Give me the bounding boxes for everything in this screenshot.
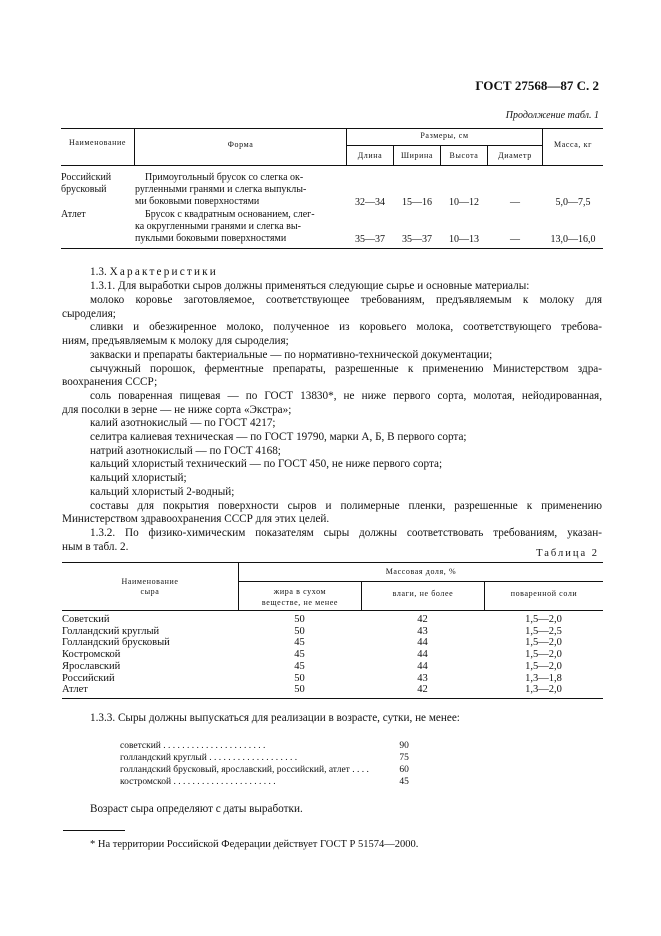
footnote: * На территории Российской Федерации действует ГОСТ Р 51574—2000. [90, 839, 419, 850]
table1-header-dimensions: Размеры, см [420, 131, 469, 140]
table2-top-rule [62, 562, 603, 563]
table1-cell: — [510, 234, 520, 245]
table1-row-name: Атлет [61, 209, 86, 220]
table-row: Голландский брусковый 45 44 1,5—2,0 [62, 637, 562, 649]
table1-header-mass: Масса, кг [554, 140, 592, 149]
page-header: ГОСТ 27568—87 С. 2 [475, 78, 599, 93]
paragraph-1-3-1: 1.3.1. Для выработки сыров должны применяться следующие сырье и основные материалы: [90, 280, 530, 292]
table1-cell: 35—37 [402, 234, 432, 245]
table1-top-rule [61, 128, 603, 129]
table2-header-name: Наименование сыра [121, 577, 179, 596]
list-item: костромской . . . . . . . . . . . . . . . . . . . . . . 45 [120, 777, 409, 787]
table1-cell: 10—13 [449, 234, 479, 245]
table1-row-form: Брусок с квадратным основанием, слег- ка округленными гранями и слегка вы- пуклыми боковыми поверхностями [135, 209, 315, 244]
table1-cell: 32—34 [355, 197, 385, 208]
table2-caption: Таблица 2 [536, 548, 599, 559]
materials-list: молоко коровье заготовляемое, соответствующее требованиям, предъявляемым к молоку для сыроделия; сливки и обезжиренное молоко, полученное из коровьего молока, соответствующего требова- ниям, предъявляемым к молоку для сыроделия; закваски и препараты бактериальные — по нормативно-технической документации; сычужный порошок, ферментные препараты, разрешенные к применению Министерством здра- воохранения СССР; соль поваренная пищевая — по ГОСТ 13830*, не ниже первого сорта, молотая, нейодированная, для посолки в зерне — не ниже сорта «Экстра»; калий азотнокислый — по ГОСТ 4217; селитра калиевая техническая — по ГОСТ 19790, марки А, Б, В первого сорта; натрий азотнокислый — по ГОСТ 4168; кальций хлористый технический — по ГОСТ 450, не ниже первого сорта; кальций хлористый; кальций хлористый 2-водный; составы для покрытия поверхности сыров и полимерные пленки, разрешенные к применению Министерством здравоохранения СССР для этих целей. 1.3.2. По физико-химическим показателям сыры должны соответствовать требованиям, указан- ным в табл. 2. [62, 294, 602, 553]
table2-header-moisture: влаги, не более [392, 589, 454, 598]
table1-cell: 15—16 [402, 197, 432, 208]
table2-subheader-rule [238, 581, 603, 582]
table1-header-length: Длина [357, 151, 383, 160]
table1-header-name: Наименование [68, 138, 127, 147]
table1-header-form: Форма [227, 140, 254, 149]
list-item: советский . . . . . . . . . . . . . . . . . . . . . . 90 [120, 741, 409, 751]
table-row: Ярославский 45 44 1,5—2,0 [62, 660, 562, 672]
table1-row-form: Примоугольный брусок со слегка ок- ругленными гранями и слегка выпуклы- ми боковыми поверхностями [135, 172, 307, 207]
table-row: Костромской 45 44 1,5—2,0 [62, 649, 562, 661]
footnote-rule [63, 830, 125, 831]
table1-header-diameter: Диаметр [498, 151, 532, 160]
table2-header-fat: жира в сухом веществе, не менее [261, 587, 339, 607]
table1-header-width: Ширина [400, 151, 434, 160]
table2-body [62, 614, 603, 696]
table2-header-salt: поваренной соли [510, 589, 578, 598]
list-item: голландский брусковый, ярославский, российский, атлет . . . . 60 [120, 765, 409, 775]
table-row: Голландский круглый 50 43 1,5—2,5 [62, 625, 562, 637]
table1-row-name: Российский брусковый [61, 172, 112, 195]
table1-cell: 5,0—7,5 [555, 197, 591, 208]
table-continuation-label: Продолжение табл. 1 [505, 110, 599, 121]
paragraph-1-3-3: 1.3.3. Сыры должны выпускаться для реализации в возрасте, сутки, не менее: [90, 712, 460, 724]
table1-cell: 13,0—16,0 [550, 234, 596, 245]
table1-cell: — [510, 197, 520, 208]
table-row: Российский 50 43 1,3—1,8 [62, 672, 562, 684]
table1-bottom-rule [61, 248, 603, 249]
table2-bottom-rule [62, 698, 603, 699]
table1-cell: 35—37 [355, 234, 385, 245]
table1-header-rule [61, 165, 603, 166]
table-row: Советский 50 42 1,5—2,0 [62, 614, 562, 625]
list-item: голландский круглый . . . . . . . . . . . . . . . . . . . 75 [120, 753, 409, 763]
age-note: Возраст сыра определяют с даты выработки. [90, 803, 303, 815]
table2-header-rule [62, 610, 603, 611]
table-row: Атлет 50 42 1,3—2,0 [62, 684, 562, 696]
table2-header-mass: Массовая доля, % [385, 567, 457, 576]
table1-header-height: Высота [449, 151, 479, 160]
section-title: 1.3. Характеристики [90, 266, 218, 278]
table1-cell: 10—12 [449, 197, 479, 208]
age-list [120, 740, 409, 788]
table1-subheader-rule [346, 145, 542, 146]
